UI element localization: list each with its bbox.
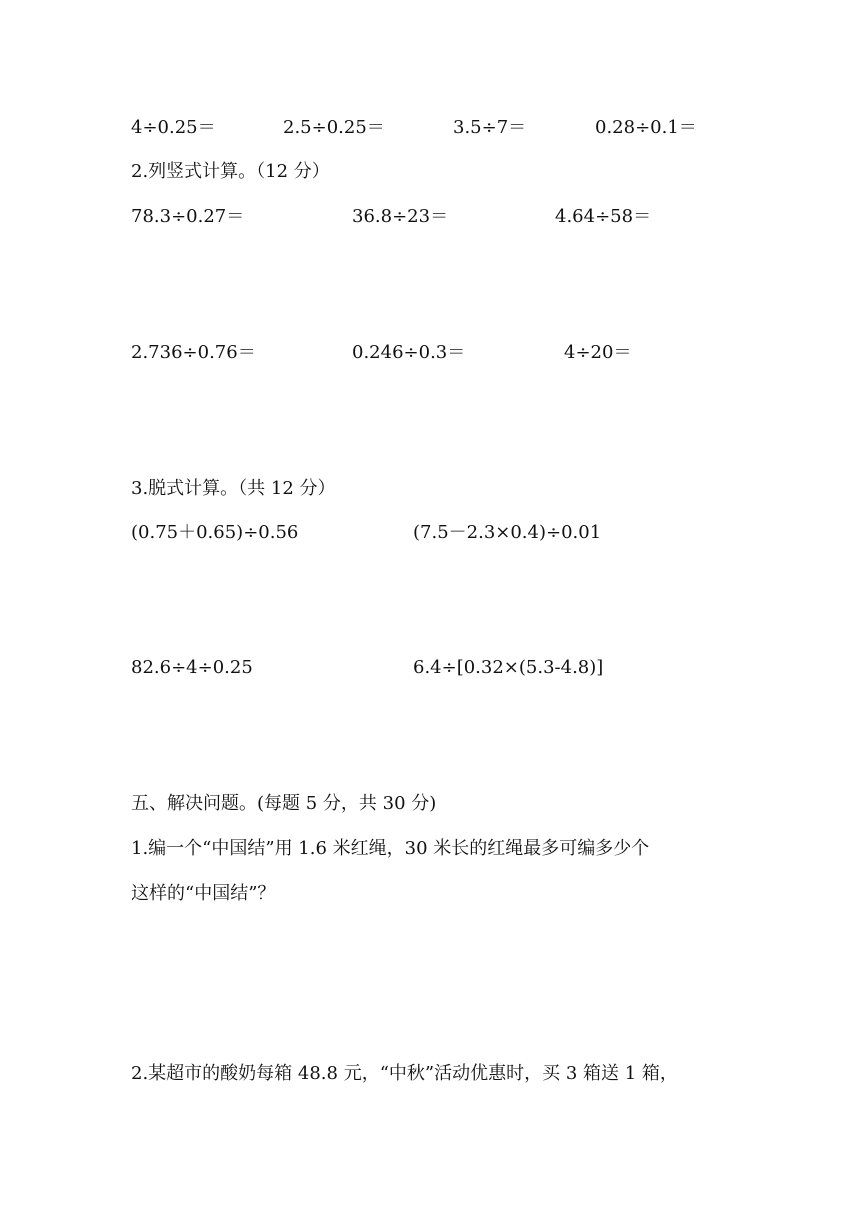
vertical-problem-2: 36.8÷23＝ <box>352 206 449 227</box>
oral-problem-4: 0.28÷0.1＝ <box>595 117 697 138</box>
step-problem-4: 6.4÷[0.32×(5.3-4.8)] <box>413 657 604 678</box>
vertical-problem-1: 78.3÷0.27＝ <box>131 206 245 227</box>
word-problem-1-line-2: 这样的“中国结”？ <box>131 883 276 904</box>
oral-problem-3: 3.5÷7＝ <box>453 117 527 138</box>
section-2-heading: 2.列竖式计算。（12 分） <box>131 161 330 182</box>
oral-problem-2: 2.5÷0.25＝ <box>283 117 385 138</box>
section-5-heading: 五、解决问题。(每题 5 分，共 30 分) <box>131 793 437 814</box>
vertical-problem-6: 4÷20＝ <box>564 342 632 363</box>
vertical-problem-4: 2.736÷0.76＝ <box>131 342 256 363</box>
oral-problem-1: 4÷0.25＝ <box>131 117 216 138</box>
vertical-problem-5: 0.246÷0.3＝ <box>352 342 466 363</box>
step-problem-2: (7.5－2.3×0.4)÷0.01 <box>413 522 602 543</box>
vertical-problem-3: 4.64÷58＝ <box>555 206 652 227</box>
step-problem-3: 82.6÷4÷0.25 <box>131 657 253 678</box>
step-problem-1: (0.75＋0.65)÷0.56 <box>131 522 299 543</box>
word-problem-2-line-1: 2.某超市的酸奶每箱 48.8 元，“中秋”活动优惠时，买 3 箱送 1 箱， <box>131 1063 678 1084</box>
section-3-heading: 3.脱式计算。（共 12 分） <box>131 478 336 499</box>
word-problem-1-line-1: 1.编一个“中国结”用 1.6 米红绳，30 米长的红绳最多可编多少个 <box>131 838 650 859</box>
